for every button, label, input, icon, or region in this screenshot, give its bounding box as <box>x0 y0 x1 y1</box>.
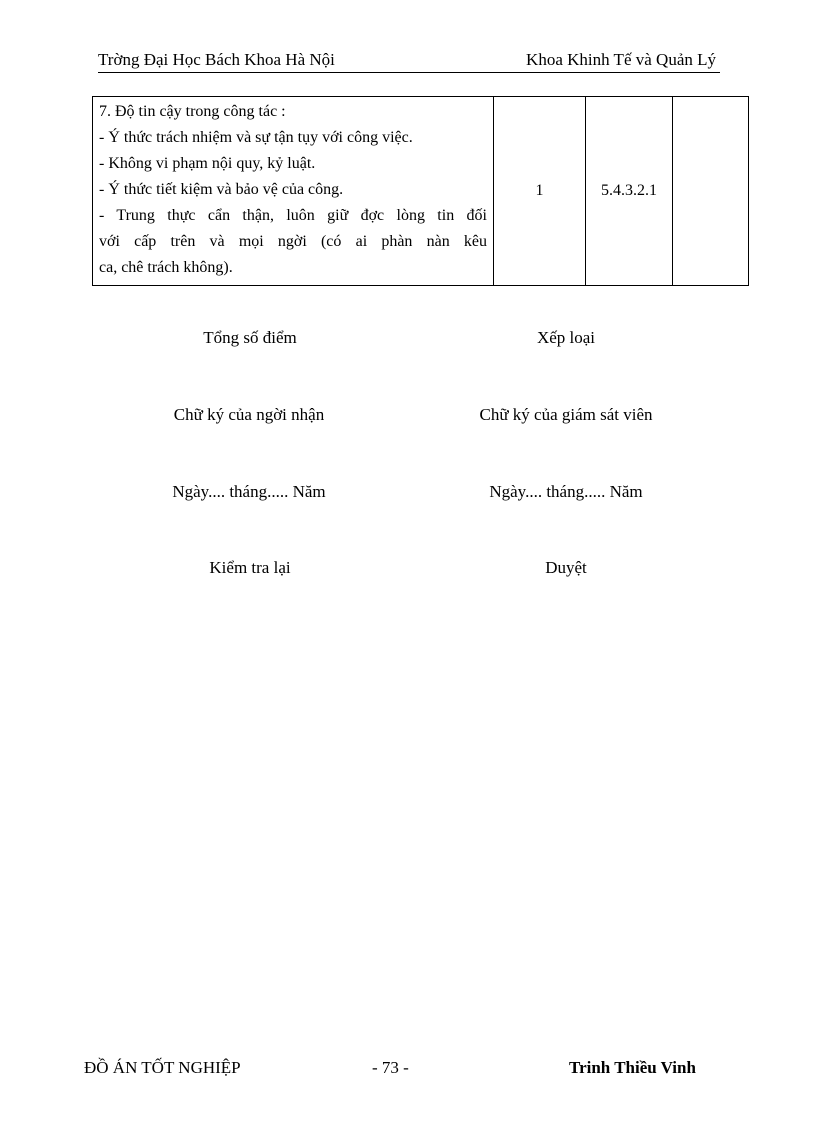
supervisor-signature-label: Chữ ký của giám sát viên <box>479 405 653 424</box>
header-faculty: Khoa Khinh Tế và Quản Lý <box>526 50 716 69</box>
page-number: - 73 - <box>372 1058 409 1077</box>
recheck-label: Kiểm tra lại <box>209 558 291 577</box>
ranking-label: Xếp loại <box>536 328 596 347</box>
criteria-line: với cấp trên và mọi ngời (có ai phàn nàn kêu <box>99 233 487 250</box>
criteria-line: - Trung thực cẩn thận, luôn giữ đợc lòng tin đối <box>99 207 487 224</box>
scale-cell: 5.4.3.2.1 <box>586 97 673 286</box>
total-score-label: Tổng số điểm <box>203 328 297 347</box>
footer-author: Trinh Thiều Vinh <box>569 1058 696 1077</box>
table-row <box>93 97 749 286</box>
criteria-cell <box>93 97 494 286</box>
criteria-line: ca, chê trách không). <box>99 259 233 276</box>
evaluation-table <box>92 96 749 286</box>
receiver-signature-label: Chữ ký của ngời nhận <box>173 405 325 424</box>
footer-thesis-title: ĐỒ ÁN TỐT NGHIỆP <box>84 1058 241 1077</box>
date-left: Ngày.... tháng..... Năm <box>172 482 326 501</box>
criteria-line: - Ý thức tiết kiệm và bảo vệ của công. <box>99 181 344 198</box>
criteria-line: - Ý thức trách nhiệm và sự tận tụy với công việc. <box>99 129 413 146</box>
date-right: Ngày.... tháng..... Năm <box>489 482 643 501</box>
header-university: Trờng Đại Học Bách Khoa Hà Nội <box>98 50 335 69</box>
weight-cell: 1 <box>494 97 586 286</box>
approve-label: Duyệt <box>545 558 587 577</box>
page-header <box>98 48 720 73</box>
criteria-line: - Không vi phạm nội quy, kỷ luật. <box>99 155 316 172</box>
criteria-title: 7. Độ tin cậy trong công tác : <box>99 103 286 120</box>
score-cell <box>673 97 749 286</box>
